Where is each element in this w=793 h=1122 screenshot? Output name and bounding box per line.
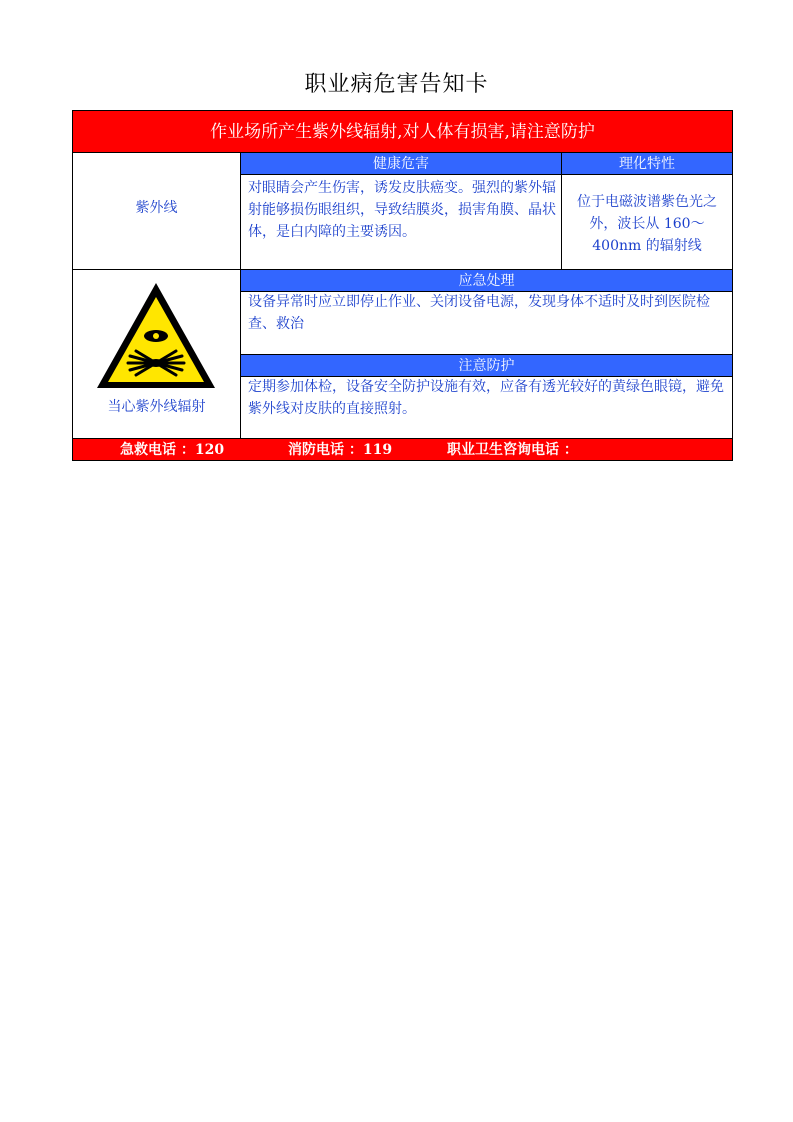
page-title: 职业病危害告知卡 [304,72,489,97]
notice-card [72,110,733,461]
emergency-text: 设备异常时应立即停止作业、关闭设备电源，发现身体不适时及时到医院检查、救治 [248,294,710,332]
emergency-header: 应急处理 [241,270,732,292]
sign-label: 当心紫外线辐射 [107,399,206,415]
properties-text: 位于电磁波谱紫色光之外，波长从 160～400nm 的辐射线 [577,194,717,254]
hazard-name: 紫外线 [135,200,178,216]
uv-radiation-warning-icon [73,276,240,396]
fire-phone: 消防电话 ：119 [288,442,393,458]
health-text: 对眼睛会产生伤害，诱发皮肤癌变。强烈的紫外辐射能够损伤眼组织，导致结膜炎，损害角膜、晶状体，是白内障的主要诱因。 [248,180,556,240]
warning-banner: 作业场所产生紫外线辐射,对人体有损害,请注意防护 [73,111,732,153]
warning-sign [73,270,240,439]
occupational-health-phone: 职业卫生咨询电话 ： [447,442,578,458]
health-header: 健康危害 [241,153,561,175]
first-aid-phone: 急救电话 ：120 [120,442,225,458]
protection-text: 定期参加体检，设备安全防护设施有效，应备有透光较好的黄绿色眼镜，避免紫外线对皮肤的直接照射。 [248,379,724,417]
properties-header: 理化特性 [562,153,732,175]
protection-header: 注意防护 [241,355,732,377]
divider [240,153,241,438]
emergency-phone-footer [73,438,732,460]
